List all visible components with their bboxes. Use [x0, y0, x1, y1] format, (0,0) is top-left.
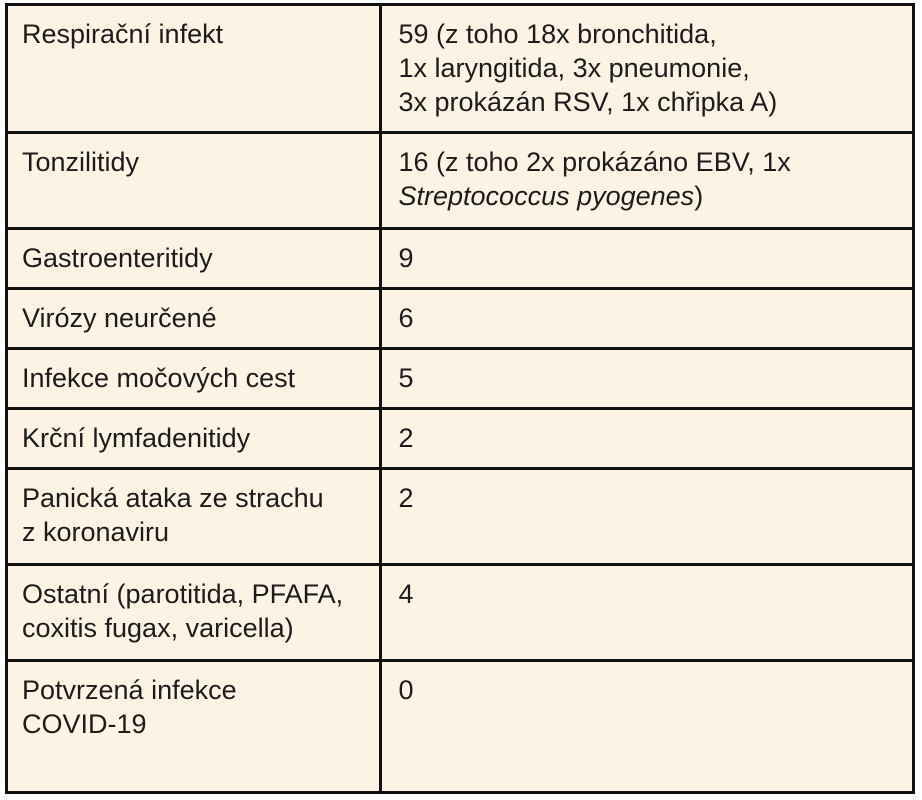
table-row — [8, 468, 912, 564]
row-value: 6 — [398, 302, 414, 333]
row-label-cell — [8, 564, 380, 660]
row-value-cell — [380, 288, 912, 348]
row-value: 3x prokázán RSV, 1x chřipka A) — [398, 87, 778, 117]
table-row — [8, 564, 912, 660]
row-value-cell — [380, 6, 912, 132]
row-label-cell — [8, 6, 380, 132]
row-label: Respirační infekt — [22, 19, 224, 49]
row-value-cell — [380, 228, 912, 288]
row-value — [399, 179, 901, 213]
row-value-cell — [380, 408, 912, 468]
row-label: Potvrzená infekce — [22, 674, 237, 705]
row-value-cell — [380, 468, 912, 564]
infection-table-grid — [8, 6, 912, 791]
table-row — [8, 660, 912, 791]
row-label: Virózy neurčené — [22, 302, 217, 333]
row-label: Krční lymfadenitidy — [22, 422, 251, 453]
row-value: 16 (z toho 2x prokázáno EBV, 1x — [398, 146, 791, 177]
row-label: Gastroenteritidy — [22, 242, 213, 273]
row-label-cell — [8, 468, 380, 564]
row-value: 2 — [398, 482, 414, 513]
table-row — [8, 288, 912, 348]
row-value: 0 — [398, 674, 414, 705]
row-label-cell — [8, 228, 380, 288]
row-value: 9 — [398, 242, 414, 273]
row-label: z koronaviru — [22, 516, 170, 547]
row-value-cell — [380, 660, 912, 791]
row-value-cell — [380, 348, 912, 408]
table-row — [8, 348, 912, 408]
row-value: 4 — [398, 578, 414, 609]
row-value-suffix: ) — [694, 180, 704, 211]
table-row — [8, 132, 912, 228]
table-row — [8, 6, 912, 132]
row-label: Tonzilitidy — [22, 146, 140, 177]
row-value: 5 — [398, 362, 414, 393]
row-value-cell — [380, 564, 912, 660]
row-label-cell — [8, 348, 380, 408]
row-label: coxitis fugax, varicella) — [22, 612, 294, 643]
row-label: Panická ataka ze strachu — [22, 482, 324, 513]
row-value: 2 — [398, 422, 414, 453]
row-label: Infekce močových cest — [22, 362, 296, 393]
row-value: 1x laryngitida, 3x pneumonie, — [398, 53, 750, 83]
row-label-cell — [8, 132, 380, 228]
organism-name: Streptococcus pyogenes — [398, 180, 695, 211]
row-label-cell — [8, 288, 380, 348]
table-row — [8, 408, 912, 468]
row-label: Ostatní (parotitida, PFAFA, — [22, 578, 344, 609]
row-value: 59 (z toho 18x bronchitida, — [398, 19, 717, 49]
row-label: COVID-19 — [22, 708, 147, 739]
table-row — [8, 228, 912, 288]
infection-table — [5, 3, 915, 794]
row-label-cell — [8, 408, 380, 468]
row-value-cell — [380, 132, 912, 228]
row-label-cell — [8, 660, 380, 791]
